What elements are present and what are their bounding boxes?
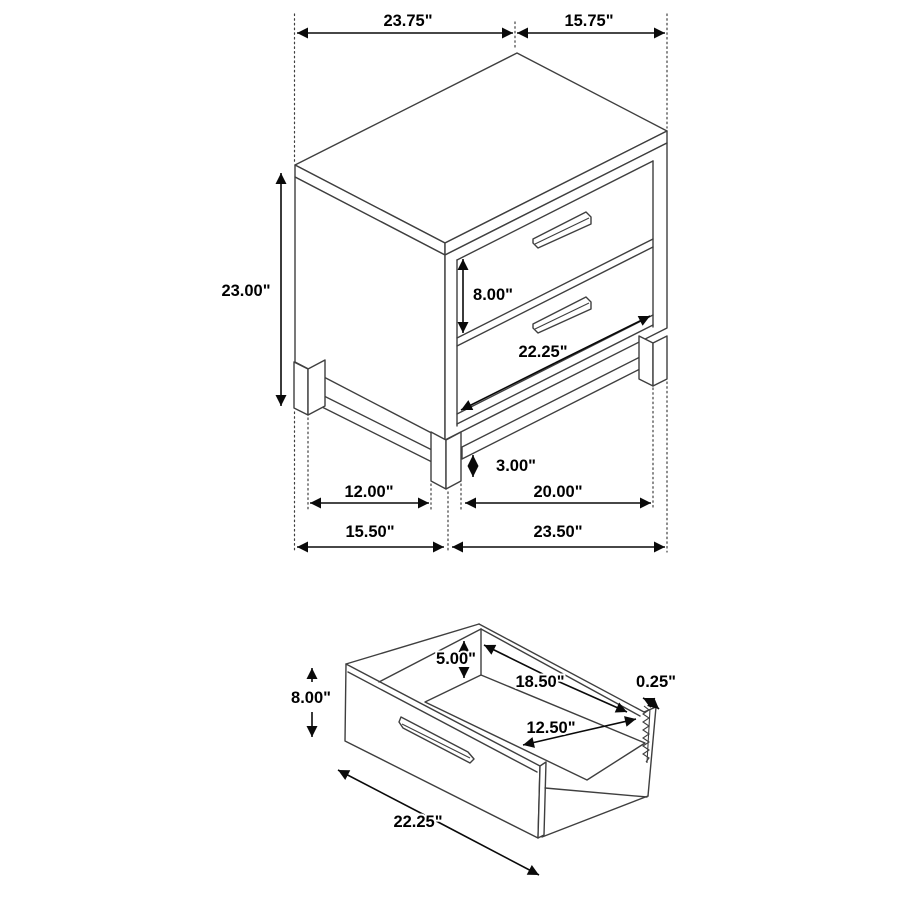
dim-label-base-depth: 15.50": [345, 523, 395, 541]
back-left-leg-front: [308, 360, 325, 415]
dim-label-top-width: 23.75": [383, 12, 433, 30]
dim-label-side-leg-clearance: 12.00": [344, 483, 394, 501]
front-right-leg: [639, 336, 653, 386]
dim-label-leg-height: 3.00": [496, 457, 536, 475]
dim-label-top-depth: 15.75": [564, 12, 614, 30]
front-left-leg-front: [446, 432, 461, 489]
dim-label-drawer-front-height: 8.00": [473, 286, 513, 304]
dim-label-front-leg-clearance: 20.00": [533, 483, 583, 501]
dim-label-overall-height: 23.00": [221, 282, 271, 300]
dovetail-joint: [643, 706, 650, 763]
dim-label-drawer-front-width: 22.25": [518, 343, 568, 361]
drawer-front-end-cap: [538, 762, 546, 838]
dim-label-interior-height: 5.00": [436, 650, 476, 668]
nightstand-drawing: [294, 53, 667, 489]
dim-label-front-width: 22.25": [393, 813, 443, 831]
dim-label-side-thickness: 0.25": [636, 673, 676, 691]
front-right-leg-front: [653, 336, 667, 386]
back-left-leg: [294, 362, 308, 415]
dim-label-front-height: 8.00": [291, 689, 331, 707]
dim-label-base-width: 23.50": [533, 523, 583, 541]
drawer-drawing: [345, 624, 656, 838]
front-left-leg: [431, 432, 446, 489]
dim-label-interior-depth: 12.50": [526, 719, 576, 737]
dim-label-interior-width: 18.50": [515, 673, 565, 691]
